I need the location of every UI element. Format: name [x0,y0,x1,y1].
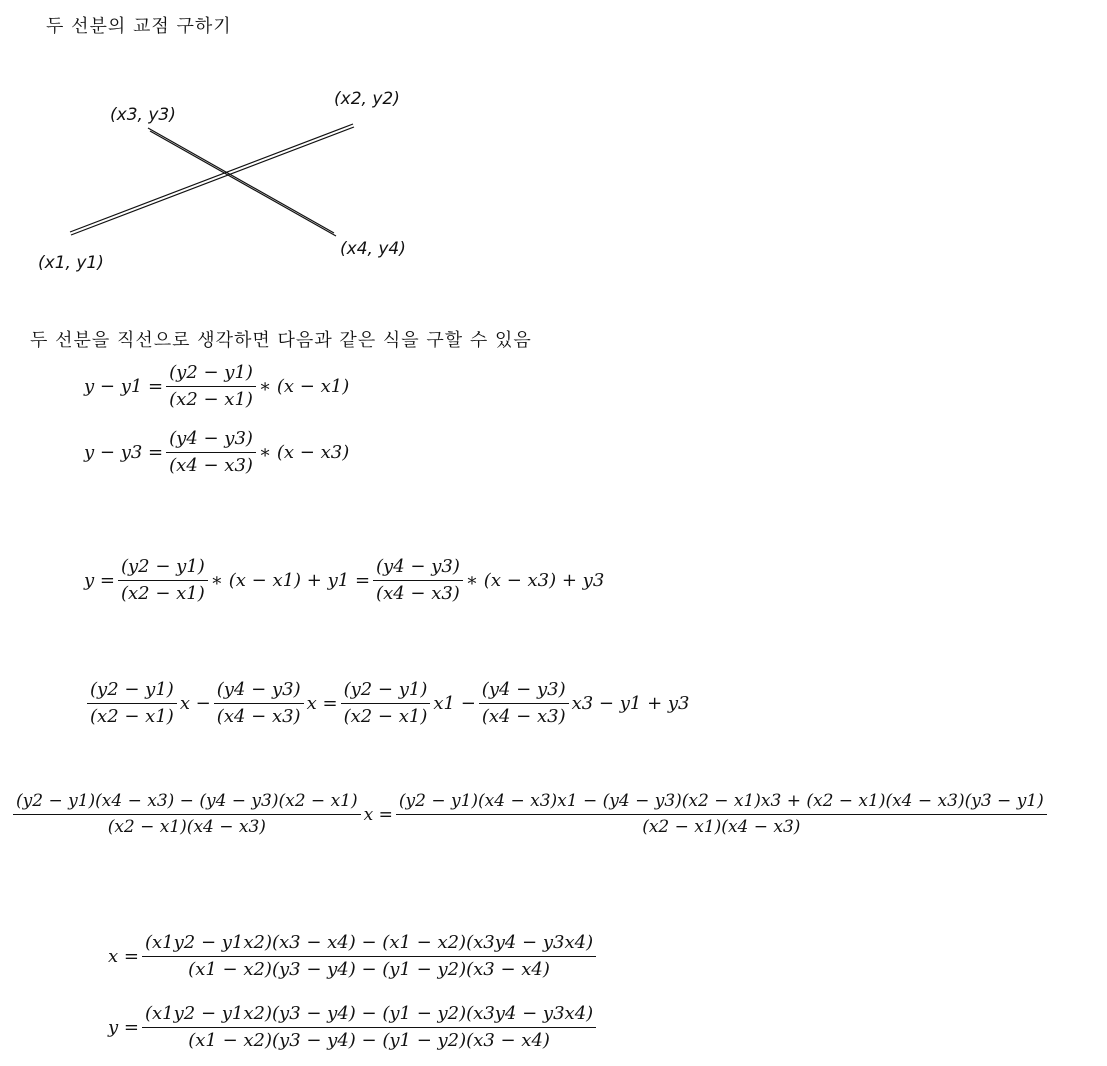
page-title: 두 선분의 교점 구하기 [46,16,232,37]
label-point-2: (x2, y2) [334,89,400,109]
eq4-fraction-3 [341,680,431,727]
eq3-mid: ∗ (x − x1) + y1 = [210,570,371,592]
eq3-lhs: y = [84,570,115,592]
eq1-rest: ∗ (x − x1) [258,376,350,398]
eq5-numerator-2: (y2 − y1)(x4 − x3)x1 − (y4 − y3)(x2 − x1)x3 + (x2 − x1)(x4 − x3)(y3 − y1) [396,792,1047,815]
eq1-lhs: y − y1 = [84,376,164,398]
label-point-1: (x1, y1) [38,253,104,273]
eq6-fraction [142,933,596,980]
eq4-numerator-3: (y2 − y1) [341,680,431,704]
eq6-numerator: (x1y2 − y1x2)(x3 − x4) − (x1 − x2)(x3y4 − y3x4) [142,933,596,957]
eq2-numerator: (y4 − y3) [166,429,256,453]
equation-expanded [10,792,1050,837]
segment-p1-p2 [70,124,354,235]
eq2-rest: ∗ (x − x3) [258,442,350,464]
eq3-denominator-1: (x2 − x1) [121,582,205,604]
eq5-fraction-2 [396,792,1047,837]
eq4-numerator-2: (y4 − y3) [214,680,304,704]
eq4-denominator-2: (x4 − x3) [216,705,301,727]
label-point-3: (x3, y3) [110,105,176,125]
intro-text: 두 선분을 직선으로 생각하면 다음과 같은 식을 구할 수 있음 [30,330,532,351]
eq4-term-1: x − [179,693,211,715]
eq1-fraction [166,363,256,410]
eq3-denominator-2: (x4 − x3) [376,582,460,604]
eq4-numerator-1: (y2 − y1) [87,680,177,704]
eq3-numerator-1: (y2 − y1) [118,557,208,581]
eq6-denominator: (x1 − x2)(y3 − y4) − (y1 − y2)(x3 − x4) [188,958,550,980]
eq4-term-4: x3 − y1 + y3 [571,693,690,715]
eq4-term-2: x = [306,693,338,715]
eq2-denominator: (x4 − x3) [169,454,253,476]
eq4-term-3: x1 − [433,693,476,715]
eq2-lhs: y − y3 = [84,442,164,464]
label-point-4: (x4, y4) [340,239,406,259]
equation-rearranged [84,680,690,727]
eq3-numerator-2: (y4 − y3) [373,557,463,581]
eq5-denominator-1: (x2 − x1)(x4 − x3) [107,816,266,837]
eq4-denominator-3: (x2 − x1) [343,705,428,727]
eq7-fraction [142,1004,596,1051]
equation-line-3 [84,429,349,476]
eq7-numerator: (x1y2 − y1x2)(y3 − y4) − (y1 − y2)(x3y4 − y3x4) [142,1004,596,1028]
eq4-fraction-2 [214,680,304,727]
eq4-denominator-1: (x2 − x1) [90,705,174,727]
eq3-fraction-1 [118,557,208,604]
eq1-numerator: (y2 − y1) [166,363,256,387]
eq7-lhs: y = [108,1017,139,1039]
equation-solution-y [108,1004,599,1051]
line-segments-diagram [0,70,460,290]
eq7-denominator: (x1 − x2)(y3 − y4) − (y1 − y2)(x3 − x4) [188,1029,550,1051]
eq4-denominator-4: (x4 − x3) [481,705,566,727]
equation-solution-x [108,933,599,980]
eq5-mid: x = [363,804,393,825]
eq6-lhs: x = [108,946,139,968]
eq5-denominator-2: (x2 − x1)(x4 − x3) [642,816,801,837]
eq5-numerator-1: (y2 − y1)(x4 − x3) − (y4 − y3)(x2 − x1) [13,792,361,815]
equation-combined [84,557,604,604]
eq1-denominator: (x2 − x1) [169,388,253,410]
eq4-fraction-1 [87,680,177,727]
eq4-numerator-4: (y4 − y3) [479,680,569,704]
eq4-fraction-4 [479,680,569,727]
eq5-fraction-1 [13,792,361,837]
equation-line-1 [84,363,349,410]
eq2-fraction [166,429,256,476]
eq3-rest: ∗ (x − x3) + y3 [465,570,605,592]
eq3-fraction-2 [373,557,463,604]
